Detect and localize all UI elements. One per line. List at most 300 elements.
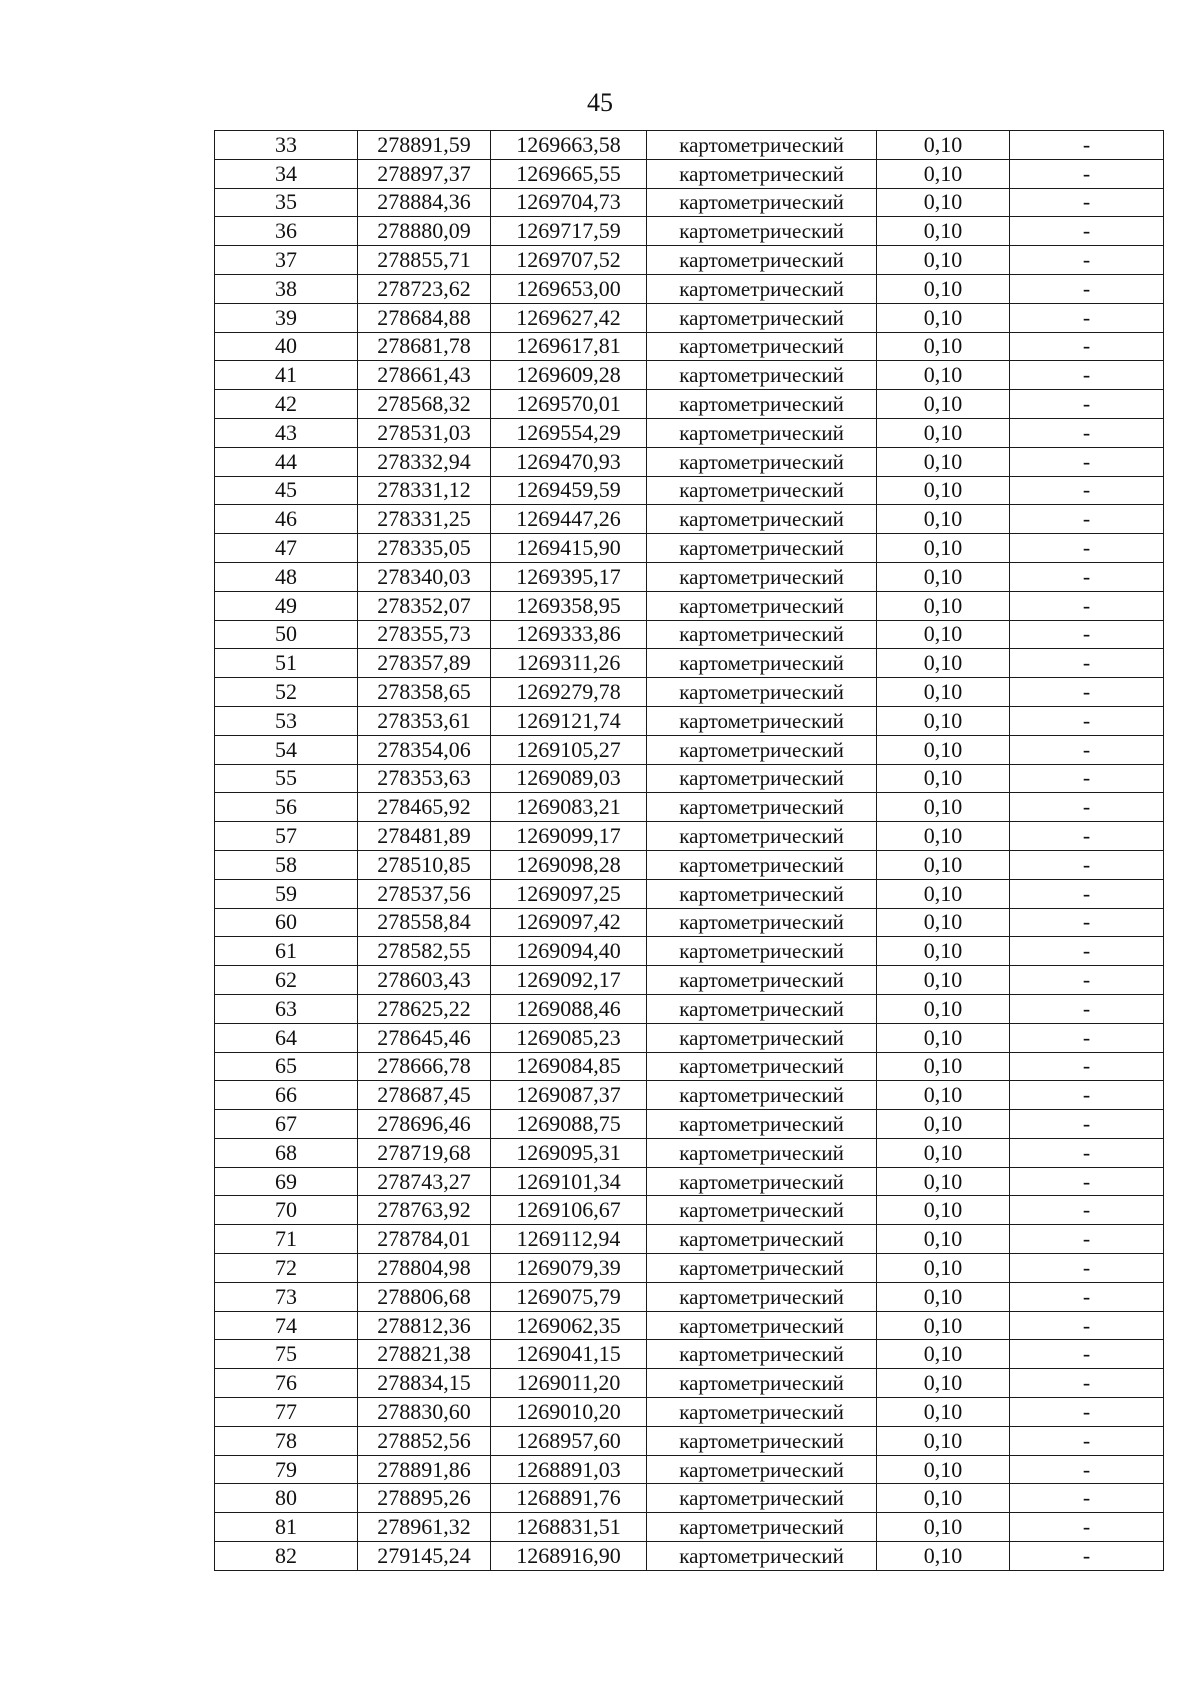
x-coordinate-cell: 278582,55 — [358, 937, 491, 966]
table-row — [215, 850, 1164, 879]
method-cell: картометрический — [647, 591, 877, 620]
accuracy-cell: 0,10 — [877, 1282, 1010, 1311]
description-cell: - — [1010, 1484, 1164, 1513]
table-row — [215, 1254, 1164, 1283]
description-cell: - — [1010, 678, 1164, 707]
table-row — [215, 620, 1164, 649]
x-coordinate-cell: 278696,46 — [358, 1110, 491, 1139]
accuracy-cell: 0,10 — [877, 1426, 1010, 1455]
method-cell: картометрический — [647, 850, 877, 879]
accuracy-cell: 0,10 — [877, 1023, 1010, 1052]
x-coordinate-cell: 278743,27 — [358, 1167, 491, 1196]
accuracy-cell: 0,10 — [877, 1167, 1010, 1196]
description-cell: - — [1010, 1311, 1164, 1340]
accuracy-cell: 0,10 — [877, 1196, 1010, 1225]
x-coordinate-cell: 278537,56 — [358, 879, 491, 908]
y-coordinate-cell: 1269358,95 — [491, 591, 647, 620]
description-cell: - — [1010, 850, 1164, 879]
y-coordinate-cell: 1268831,51 — [491, 1513, 647, 1542]
method-cell: картометрический — [647, 361, 877, 390]
coordinates-table — [214, 130, 1164, 1571]
y-coordinate-cell: 1269101,34 — [491, 1167, 647, 1196]
method-cell: картометрический — [647, 620, 877, 649]
y-coordinate-cell: 1269311,26 — [491, 649, 647, 678]
x-coordinate-cell: 278661,43 — [358, 361, 491, 390]
description-cell: - — [1010, 418, 1164, 447]
table-row — [215, 246, 1164, 275]
method-cell: картометрический — [647, 131, 877, 160]
point-number-cell: 70 — [215, 1196, 358, 1225]
method-cell: картометрический — [647, 966, 877, 995]
y-coordinate-cell: 1269415,90 — [491, 534, 647, 563]
table-row — [215, 649, 1164, 678]
table-row — [215, 937, 1164, 966]
method-cell: картометрический — [647, 505, 877, 534]
x-coordinate-cell: 278855,71 — [358, 246, 491, 275]
table-row — [215, 274, 1164, 303]
description-cell: - — [1010, 1167, 1164, 1196]
accuracy-cell: 0,10 — [877, 850, 1010, 879]
method-cell: картометрический — [647, 1081, 877, 1110]
description-cell: - — [1010, 303, 1164, 332]
method-cell: картометрический — [647, 246, 877, 275]
table-row — [215, 159, 1164, 188]
y-coordinate-cell: 1269089,03 — [491, 764, 647, 793]
table-row — [215, 562, 1164, 591]
description-cell: - — [1010, 505, 1164, 534]
accuracy-cell: 0,10 — [877, 591, 1010, 620]
description-cell: - — [1010, 534, 1164, 563]
y-coordinate-cell: 1269653,00 — [491, 274, 647, 303]
y-coordinate-cell: 1269079,39 — [491, 1254, 647, 1283]
y-coordinate-cell: 1269704,73 — [491, 188, 647, 217]
table-row — [215, 1369, 1164, 1398]
point-number-cell: 77 — [215, 1398, 358, 1427]
y-coordinate-cell: 1269041,15 — [491, 1340, 647, 1369]
x-coordinate-cell: 278897,37 — [358, 159, 491, 188]
point-number-cell: 51 — [215, 649, 358, 678]
accuracy-cell: 0,10 — [877, 1542, 1010, 1571]
y-coordinate-cell: 1269106,67 — [491, 1196, 647, 1225]
method-cell: картометрический — [647, 1254, 877, 1283]
y-coordinate-cell: 1269084,85 — [491, 1052, 647, 1081]
description-cell: - — [1010, 994, 1164, 1023]
y-coordinate-cell: 1268957,60 — [491, 1426, 647, 1455]
point-number-cell: 49 — [215, 591, 358, 620]
accuracy-cell: 0,10 — [877, 1081, 1010, 1110]
y-coordinate-cell: 1269707,52 — [491, 246, 647, 275]
y-coordinate-cell: 1269088,75 — [491, 1110, 647, 1139]
accuracy-cell: 0,10 — [877, 793, 1010, 822]
accuracy-cell: 0,10 — [877, 505, 1010, 534]
point-number-cell: 44 — [215, 447, 358, 476]
description-cell: - — [1010, 1196, 1164, 1225]
accuracy-cell: 0,10 — [877, 131, 1010, 160]
description-cell: - — [1010, 1426, 1164, 1455]
description-cell: - — [1010, 1254, 1164, 1283]
table-row — [215, 793, 1164, 822]
method-cell: картометрический — [647, 390, 877, 419]
point-number-cell: 34 — [215, 159, 358, 188]
method-cell: картометрический — [647, 1542, 877, 1571]
y-coordinate-cell: 1269010,20 — [491, 1398, 647, 1427]
y-coordinate-cell: 1269062,35 — [491, 1311, 647, 1340]
table-row — [215, 217, 1164, 246]
table-row — [215, 1023, 1164, 1052]
x-coordinate-cell: 278335,05 — [358, 534, 491, 563]
accuracy-cell: 0,10 — [877, 649, 1010, 678]
x-coordinate-cell: 278465,92 — [358, 793, 491, 822]
table-row — [215, 908, 1164, 937]
method-cell: картометрический — [647, 1052, 877, 1081]
accuracy-cell: 0,10 — [877, 908, 1010, 937]
point-number-cell: 36 — [215, 217, 358, 246]
method-cell: картометрический — [647, 1282, 877, 1311]
y-coordinate-cell: 1269094,40 — [491, 937, 647, 966]
table-row — [215, 505, 1164, 534]
table-row — [215, 591, 1164, 620]
point-number-cell: 69 — [215, 1167, 358, 1196]
x-coordinate-cell: 278884,36 — [358, 188, 491, 217]
method-cell: картометрический — [647, 822, 877, 851]
point-number-cell: 35 — [215, 188, 358, 217]
accuracy-cell: 0,10 — [877, 1369, 1010, 1398]
point-number-cell: 73 — [215, 1282, 358, 1311]
accuracy-cell: 0,10 — [877, 217, 1010, 246]
method-cell: картометрический — [647, 217, 877, 246]
point-number-cell: 53 — [215, 706, 358, 735]
table-row — [215, 879, 1164, 908]
description-cell: - — [1010, 1455, 1164, 1484]
y-coordinate-cell: 1268891,76 — [491, 1484, 647, 1513]
table-row — [215, 966, 1164, 995]
accuracy-cell: 0,10 — [877, 994, 1010, 1023]
table-row — [215, 1542, 1164, 1571]
point-number-cell: 66 — [215, 1081, 358, 1110]
method-cell: картометрический — [647, 534, 877, 563]
point-number-cell: 48 — [215, 562, 358, 591]
method-cell: картометрический — [647, 1138, 877, 1167]
table-row — [215, 418, 1164, 447]
table-row — [215, 994, 1164, 1023]
table-row — [215, 1513, 1164, 1542]
table-row — [215, 1196, 1164, 1225]
x-coordinate-cell: 278804,98 — [358, 1254, 491, 1283]
point-number-cell: 72 — [215, 1254, 358, 1283]
y-coordinate-cell: 1268891,03 — [491, 1455, 647, 1484]
x-coordinate-cell: 278784,01 — [358, 1225, 491, 1254]
accuracy-cell: 0,10 — [877, 1455, 1010, 1484]
method-cell: картометрический — [647, 879, 877, 908]
description-cell: - — [1010, 1513, 1164, 1542]
accuracy-cell: 0,10 — [877, 706, 1010, 735]
x-coordinate-cell: 278821,38 — [358, 1340, 491, 1369]
x-coordinate-cell: 278763,92 — [358, 1196, 491, 1225]
table-row — [215, 1484, 1164, 1513]
accuracy-cell: 0,10 — [877, 332, 1010, 361]
x-coordinate-cell: 278891,59 — [358, 131, 491, 160]
point-number-cell: 71 — [215, 1225, 358, 1254]
point-number-cell: 57 — [215, 822, 358, 851]
description-cell: - — [1010, 1138, 1164, 1167]
x-coordinate-cell: 278510,85 — [358, 850, 491, 879]
point-number-cell: 50 — [215, 620, 358, 649]
accuracy-cell: 0,10 — [877, 274, 1010, 303]
table-row — [215, 764, 1164, 793]
y-coordinate-cell: 1269085,23 — [491, 1023, 647, 1052]
description-cell: - — [1010, 1225, 1164, 1254]
description-cell: - — [1010, 937, 1164, 966]
y-coordinate-cell: 1269333,86 — [491, 620, 647, 649]
point-number-cell: 38 — [215, 274, 358, 303]
y-coordinate-cell: 1269098,28 — [491, 850, 647, 879]
point-number-cell: 63 — [215, 994, 358, 1023]
description-cell: - — [1010, 447, 1164, 476]
table-row — [215, 447, 1164, 476]
description-cell: - — [1010, 476, 1164, 505]
x-coordinate-cell: 278531,03 — [358, 418, 491, 447]
y-coordinate-cell: 1269095,31 — [491, 1138, 647, 1167]
description-cell: - — [1010, 620, 1164, 649]
point-number-cell: 42 — [215, 390, 358, 419]
accuracy-cell: 0,10 — [877, 735, 1010, 764]
description-cell: - — [1010, 159, 1164, 188]
x-coordinate-cell: 279145,24 — [358, 1542, 491, 1571]
method-cell: картометрический — [647, 562, 877, 591]
x-coordinate-cell: 278684,88 — [358, 303, 491, 332]
y-coordinate-cell: 1269092,17 — [491, 966, 647, 995]
x-coordinate-cell: 278568,32 — [358, 390, 491, 419]
description-cell: - — [1010, 879, 1164, 908]
point-number-cell: 47 — [215, 534, 358, 563]
table-row — [215, 822, 1164, 851]
table-row — [215, 534, 1164, 563]
y-coordinate-cell: 1269087,37 — [491, 1081, 647, 1110]
point-number-cell: 79 — [215, 1455, 358, 1484]
method-cell: картометрический — [647, 1225, 877, 1254]
x-coordinate-cell: 278357,89 — [358, 649, 491, 678]
y-coordinate-cell: 1269627,42 — [491, 303, 647, 332]
y-coordinate-cell: 1269554,29 — [491, 418, 647, 447]
description-cell: - — [1010, 361, 1164, 390]
x-coordinate-cell: 278719,68 — [358, 1138, 491, 1167]
table-row — [215, 1225, 1164, 1254]
description-cell: - — [1010, 706, 1164, 735]
accuracy-cell: 0,10 — [877, 447, 1010, 476]
accuracy-cell: 0,10 — [877, 764, 1010, 793]
description-cell: - — [1010, 332, 1164, 361]
accuracy-cell: 0,10 — [877, 822, 1010, 851]
method-cell: картометрический — [647, 1398, 877, 1427]
x-coordinate-cell: 278961,32 — [358, 1513, 491, 1542]
y-coordinate-cell: 1269717,59 — [491, 217, 647, 246]
x-coordinate-cell: 278806,68 — [358, 1282, 491, 1311]
y-coordinate-cell: 1269011,20 — [491, 1369, 647, 1398]
point-number-cell: 62 — [215, 966, 358, 995]
description-cell: - — [1010, 390, 1164, 419]
y-coordinate-cell: 1269083,21 — [491, 793, 647, 822]
method-cell: картометрический — [647, 1426, 877, 1455]
method-cell: картометрический — [647, 274, 877, 303]
table-row — [215, 1426, 1164, 1455]
table-row — [215, 188, 1164, 217]
point-number-cell: 39 — [215, 303, 358, 332]
method-cell: картометрический — [647, 159, 877, 188]
point-number-cell: 45 — [215, 476, 358, 505]
y-coordinate-cell: 1268916,90 — [491, 1542, 647, 1571]
accuracy-cell: 0,10 — [877, 476, 1010, 505]
table-row — [215, 1052, 1164, 1081]
description-cell: - — [1010, 1398, 1164, 1427]
point-number-cell: 33 — [215, 131, 358, 160]
method-cell: картометрический — [647, 447, 877, 476]
table-row — [215, 1138, 1164, 1167]
y-coordinate-cell: 1269105,27 — [491, 735, 647, 764]
point-number-cell: 43 — [215, 418, 358, 447]
description-cell: - — [1010, 274, 1164, 303]
accuracy-cell: 0,10 — [877, 937, 1010, 966]
accuracy-cell: 0,10 — [877, 159, 1010, 188]
point-number-cell: 61 — [215, 937, 358, 966]
table-row — [215, 1110, 1164, 1139]
description-cell: - — [1010, 908, 1164, 937]
accuracy-cell: 0,10 — [877, 678, 1010, 707]
x-coordinate-cell: 278666,78 — [358, 1052, 491, 1081]
accuracy-cell: 0,10 — [877, 246, 1010, 275]
table-row — [215, 1398, 1164, 1427]
point-number-cell: 55 — [215, 764, 358, 793]
description-cell: - — [1010, 1052, 1164, 1081]
method-cell: картометрический — [647, 764, 877, 793]
point-number-cell: 75 — [215, 1340, 358, 1369]
description-cell: - — [1010, 1369, 1164, 1398]
y-coordinate-cell: 1269447,26 — [491, 505, 647, 534]
y-coordinate-cell: 1269099,17 — [491, 822, 647, 851]
description-cell: - — [1010, 1340, 1164, 1369]
description-cell: - — [1010, 246, 1164, 275]
description-cell: - — [1010, 188, 1164, 217]
accuracy-cell: 0,10 — [877, 879, 1010, 908]
method-cell: картометрический — [647, 1110, 877, 1139]
point-number-cell: 52 — [215, 678, 358, 707]
point-number-cell: 58 — [215, 850, 358, 879]
y-coordinate-cell: 1269075,79 — [491, 1282, 647, 1311]
point-number-cell: 68 — [215, 1138, 358, 1167]
y-coordinate-cell: 1269088,46 — [491, 994, 647, 1023]
method-cell: картометрический — [647, 1196, 877, 1225]
accuracy-cell: 0,10 — [877, 1138, 1010, 1167]
y-coordinate-cell: 1269663,58 — [491, 131, 647, 160]
accuracy-cell: 0,10 — [877, 534, 1010, 563]
y-coordinate-cell: 1269279,78 — [491, 678, 647, 707]
x-coordinate-cell: 278895,26 — [358, 1484, 491, 1513]
description-cell: - — [1010, 793, 1164, 822]
accuracy-cell: 0,10 — [877, 188, 1010, 217]
y-coordinate-cell: 1269617,81 — [491, 332, 647, 361]
method-cell: картометрический — [647, 649, 877, 678]
accuracy-cell: 0,10 — [877, 418, 1010, 447]
accuracy-cell: 0,10 — [877, 1398, 1010, 1427]
accuracy-cell: 0,10 — [877, 562, 1010, 591]
table-row — [215, 1282, 1164, 1311]
accuracy-cell: 0,10 — [877, 361, 1010, 390]
x-coordinate-cell: 278681,78 — [358, 332, 491, 361]
table-row — [215, 706, 1164, 735]
table-row — [215, 361, 1164, 390]
method-cell: картометрический — [647, 1513, 877, 1542]
method-cell: картометрический — [647, 1369, 877, 1398]
accuracy-cell: 0,10 — [877, 966, 1010, 995]
point-number-cell: 56 — [215, 793, 358, 822]
method-cell: картометрический — [647, 188, 877, 217]
point-number-cell: 74 — [215, 1311, 358, 1340]
y-coordinate-cell: 1269459,59 — [491, 476, 647, 505]
table-row — [215, 476, 1164, 505]
coordinates-table-body — [215, 131, 1164, 1571]
description-cell: - — [1010, 649, 1164, 678]
point-number-cell: 76 — [215, 1369, 358, 1398]
table-row — [215, 332, 1164, 361]
description-cell: - — [1010, 1110, 1164, 1139]
point-number-cell: 41 — [215, 361, 358, 390]
point-number-cell: 46 — [215, 505, 358, 534]
x-coordinate-cell: 278723,62 — [358, 274, 491, 303]
x-coordinate-cell: 278331,12 — [358, 476, 491, 505]
table-row — [215, 303, 1164, 332]
method-cell: картометрический — [647, 418, 877, 447]
point-number-cell: 64 — [215, 1023, 358, 1052]
accuracy-cell: 0,10 — [877, 620, 1010, 649]
x-coordinate-cell: 278358,65 — [358, 678, 491, 707]
accuracy-cell: 0,10 — [877, 390, 1010, 419]
table-row — [215, 131, 1164, 160]
method-cell: картометрический — [647, 476, 877, 505]
point-number-cell: 65 — [215, 1052, 358, 1081]
method-cell: картометрический — [647, 1311, 877, 1340]
accuracy-cell: 0,10 — [877, 1311, 1010, 1340]
point-number-cell: 60 — [215, 908, 358, 937]
method-cell: картометрический — [647, 735, 877, 764]
description-cell: - — [1010, 562, 1164, 591]
accuracy-cell: 0,10 — [877, 1225, 1010, 1254]
description-cell: - — [1010, 131, 1164, 160]
description-cell: - — [1010, 764, 1164, 793]
description-cell: - — [1010, 966, 1164, 995]
method-cell: картометрический — [647, 1484, 877, 1513]
point-number-cell: 82 — [215, 1542, 358, 1571]
page-number: 45 — [587, 88, 613, 117]
x-coordinate-cell: 278353,61 — [358, 706, 491, 735]
x-coordinate-cell: 278852,56 — [358, 1426, 491, 1455]
x-coordinate-cell: 278830,60 — [358, 1398, 491, 1427]
table-row — [215, 1311, 1164, 1340]
y-coordinate-cell: 1269570,01 — [491, 390, 647, 419]
x-coordinate-cell: 278812,36 — [358, 1311, 491, 1340]
x-coordinate-cell: 278645,46 — [358, 1023, 491, 1052]
point-number-cell: 37 — [215, 246, 358, 275]
y-coordinate-cell: 1269395,17 — [491, 562, 647, 591]
y-coordinate-cell: 1269097,42 — [491, 908, 647, 937]
method-cell: картометрический — [647, 1340, 877, 1369]
method-cell: картометрический — [647, 937, 877, 966]
table-row — [215, 678, 1164, 707]
table-row — [215, 390, 1164, 419]
accuracy-cell: 0,10 — [877, 1513, 1010, 1542]
accuracy-cell: 0,10 — [877, 1484, 1010, 1513]
accuracy-cell: 0,10 — [877, 1052, 1010, 1081]
point-number-cell: 78 — [215, 1426, 358, 1455]
x-coordinate-cell: 278880,09 — [358, 217, 491, 246]
